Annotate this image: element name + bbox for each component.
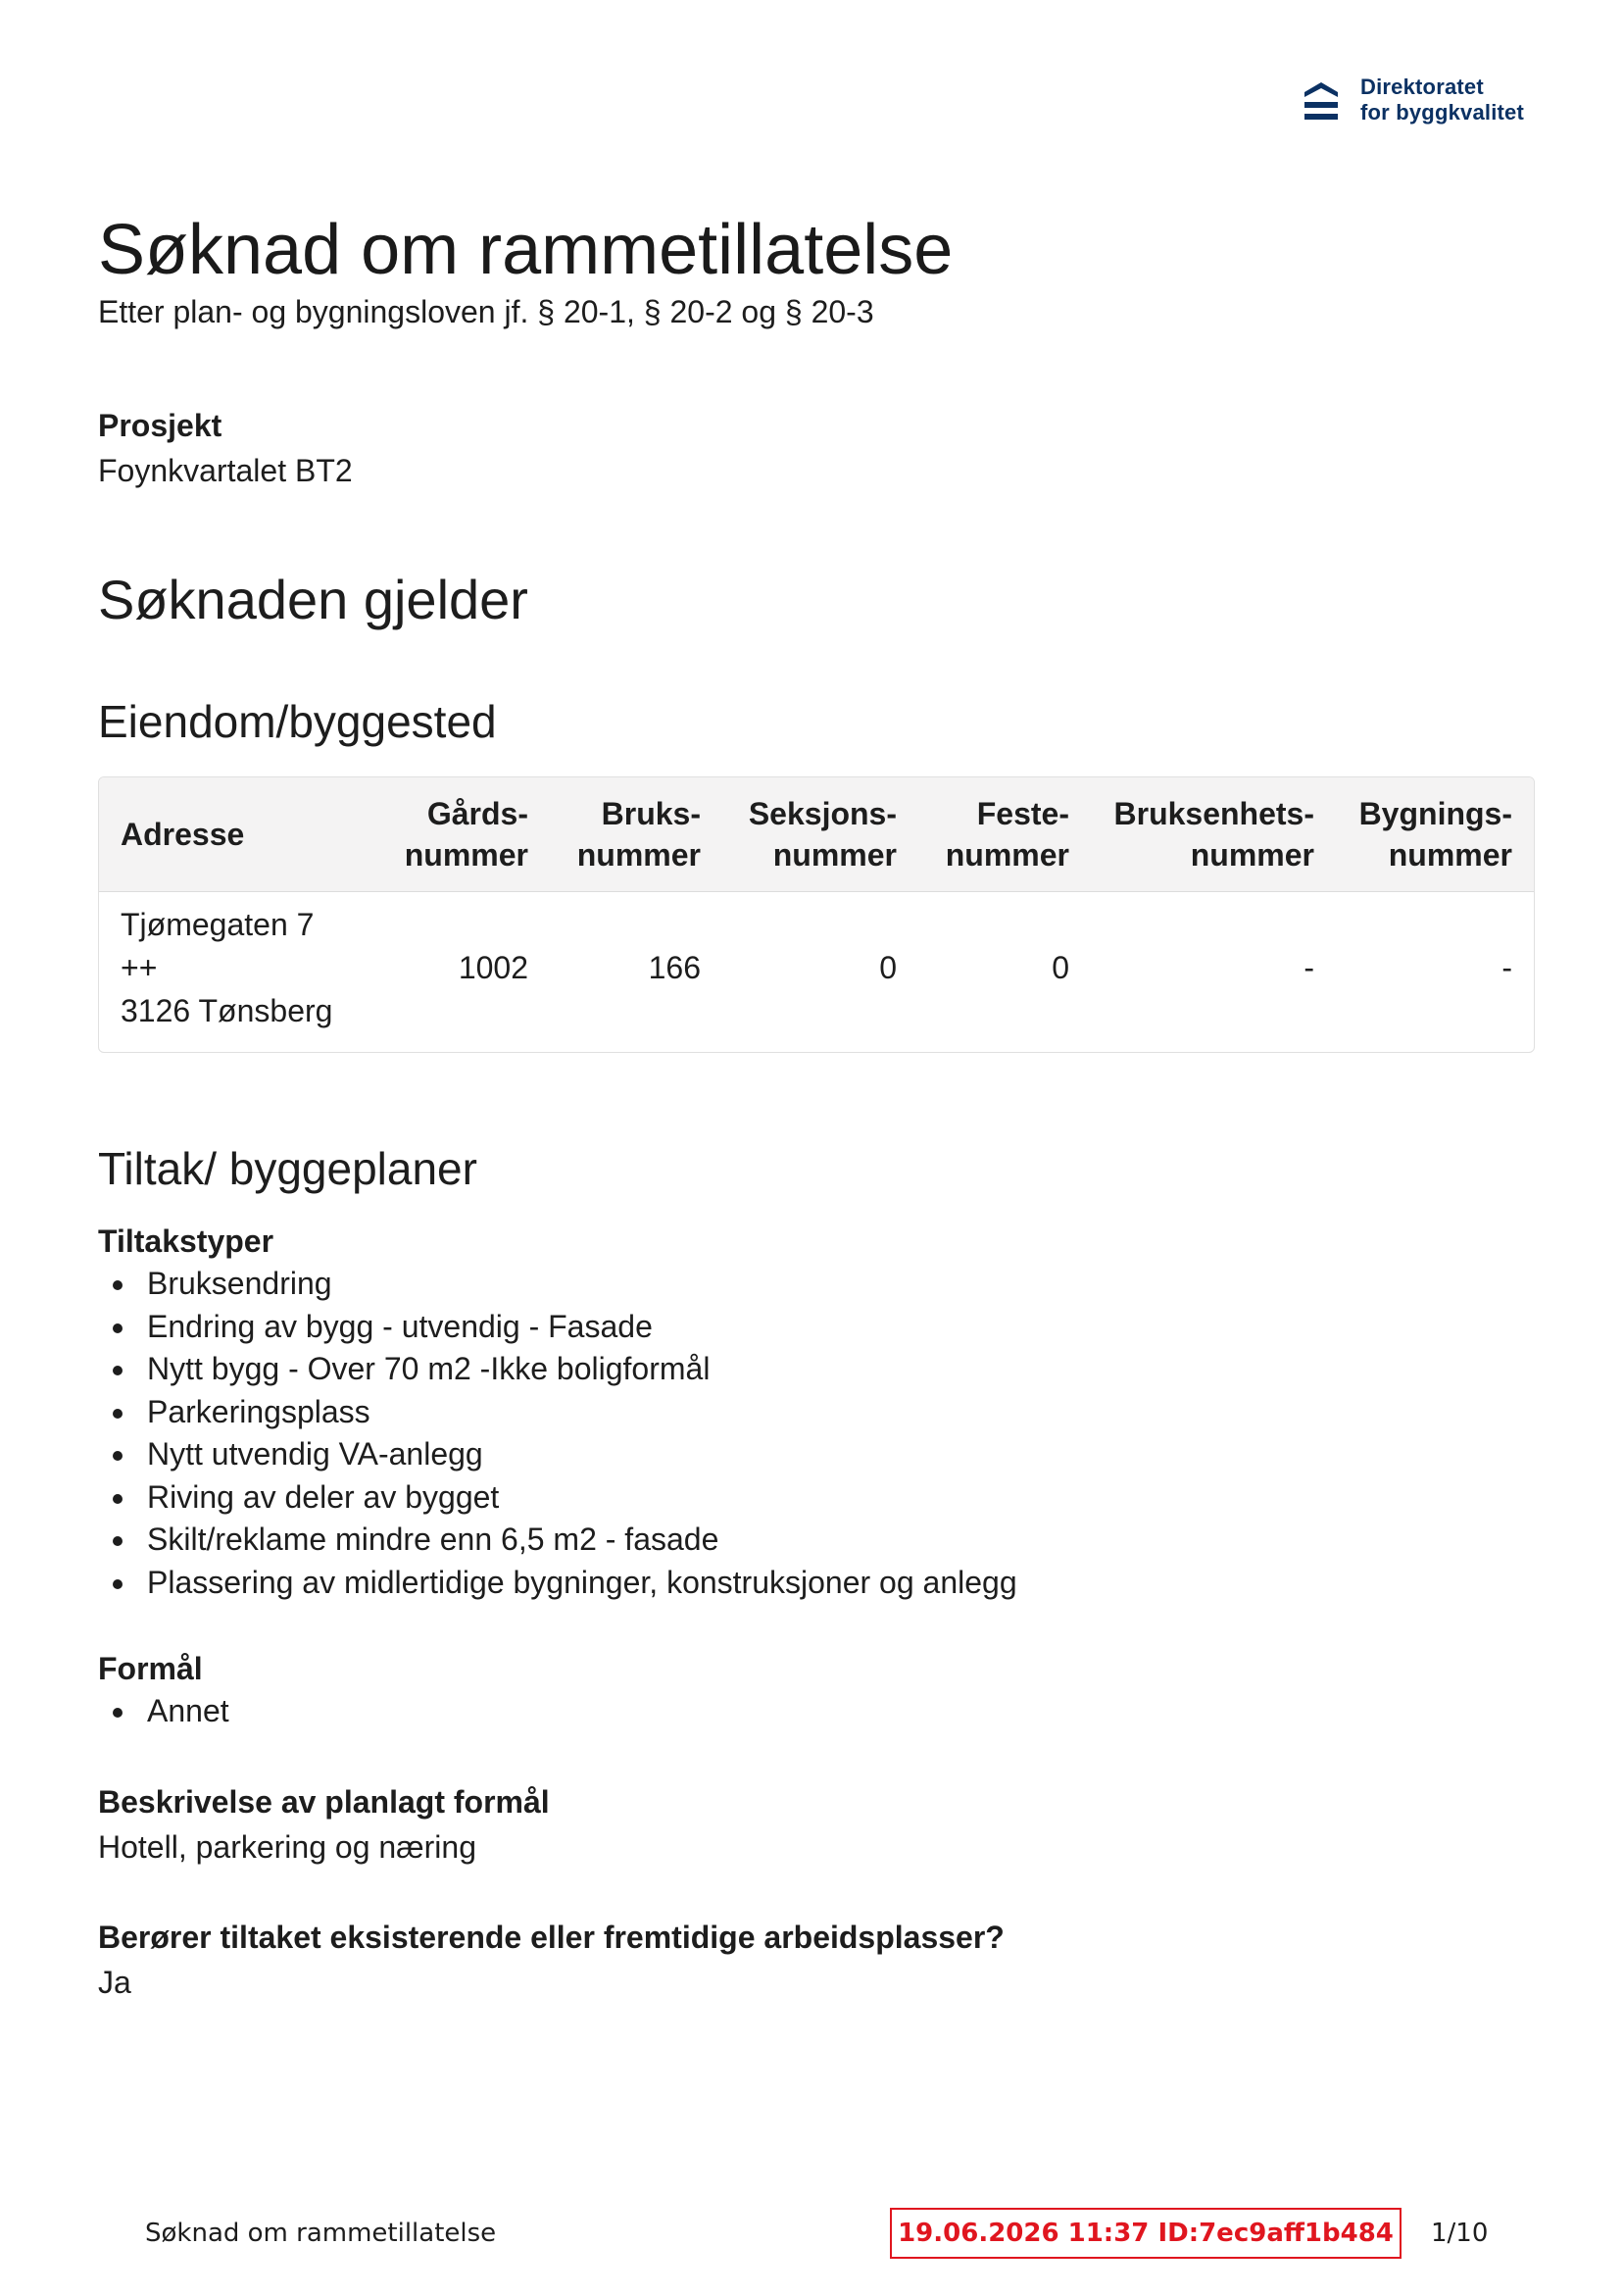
footer-title: Søknad om rammetillatelse xyxy=(145,2219,497,2248)
column-header-bruksenhetsnummer xyxy=(1114,793,1315,875)
property-table xyxy=(98,776,1535,1053)
column-header-text: Bruksenhets- xyxy=(1113,796,1314,831)
cell-bruksnummer: 166 xyxy=(648,950,701,985)
address-line: ++ xyxy=(121,950,158,985)
column-header-text: Adresse xyxy=(121,817,245,852)
column-header-text: nummer xyxy=(576,837,701,873)
column-header-adresse xyxy=(121,814,244,855)
column-header-text: nummer xyxy=(772,837,897,873)
list-item: Nytt bygg - Over 70 m2 -Ikke boligformål xyxy=(98,1348,1017,1391)
column-header-text: nummer xyxy=(1190,837,1314,873)
formal-label: Formål xyxy=(98,1651,203,1686)
workplaces-value: Ja xyxy=(98,1965,131,2000)
logo-line-1: Direktoratet xyxy=(1360,75,1484,99)
column-header-text: nummer xyxy=(404,837,528,873)
list-item: Plassering av midlertidige bygninger, konstruksjoner og anlegg xyxy=(98,1562,1017,1605)
page-number: 1/10 xyxy=(1431,2219,1489,2248)
cell-bruksenhetsnummer: - xyxy=(1303,950,1314,985)
chevron-stack-icon xyxy=(1302,78,1341,124)
cell-seksjonsnummer: 0 xyxy=(879,950,897,985)
list-item: Bruksendring xyxy=(98,1263,1017,1306)
property-heading: Eiendom/byggested xyxy=(98,696,497,747)
column-header-seksjonsnummer xyxy=(749,793,897,875)
column-header-text: Bruks- xyxy=(601,796,701,831)
column-header-text: Seksjons- xyxy=(748,796,897,831)
project-value: Foynkvartalet BT2 xyxy=(98,453,353,488)
cell-address xyxy=(121,903,332,1032)
document-subtitle: Etter plan- og bygningsloven jf. § 20-1, § 20-2 og § 20-3 xyxy=(98,294,874,329)
address-line: 3126 Tønsberg xyxy=(121,993,333,1028)
description-value: Hotell, parkering og næring xyxy=(98,1829,476,1865)
column-header-bruksnummer xyxy=(577,793,701,875)
description-label: Beskrivelse av planlagt formål xyxy=(98,1784,550,1820)
cell-gardsnummer: 1002 xyxy=(458,950,528,985)
project-label: Prosjekt xyxy=(98,408,222,443)
list-item: Skilt/reklame mindre enn 6,5 m2 - fasade xyxy=(98,1519,1017,1562)
document-title: Søknad om rammetillatelse xyxy=(98,211,954,289)
list-item: Annet xyxy=(98,1690,229,1733)
column-header-text: Feste- xyxy=(976,796,1069,831)
timestamp-id-stamp: 19.06.2026 11:37 ID:7ec9aff1b484 xyxy=(890,2208,1402,2259)
list-item: Endring av bygg - utvendig - Fasade xyxy=(98,1306,1017,1349)
logo-text xyxy=(1360,75,1524,125)
column-header-text: nummer xyxy=(945,837,1069,873)
column-header-gardsnummer xyxy=(405,793,528,875)
column-header-bygningsnummer xyxy=(1359,793,1512,875)
cell-festenummer: 0 xyxy=(1052,950,1069,985)
tiltakstyper-label: Tiltakstyper xyxy=(98,1223,274,1259)
workplaces-label: Berører tiltaket eksisterende eller fremtidige arbeidsplasser? xyxy=(98,1920,1005,1955)
list-item: Riving av deler av bygget xyxy=(98,1476,1017,1520)
cell-bygningsnummer: - xyxy=(1501,950,1512,985)
column-header-text: Gårds- xyxy=(426,796,528,831)
column-header-festenummer xyxy=(946,793,1069,875)
list-item: Parkeringsplass xyxy=(98,1391,1017,1434)
formal-list xyxy=(98,1690,229,1733)
column-header-text: nummer xyxy=(1388,837,1512,873)
dibk-logo xyxy=(1302,75,1547,129)
logo-line-2: for byggkvalitet xyxy=(1360,100,1525,125)
list-item: Nytt utvendig VA-anlegg xyxy=(98,1433,1017,1476)
tiltak-heading: Tiltak/ byggeplaner xyxy=(98,1143,477,1194)
section-heading: Søknaden gjelder xyxy=(98,569,528,630)
tiltakstyper-list xyxy=(98,1263,1017,1604)
property-table-header xyxy=(99,777,1534,892)
address-line: Tjømegaten 7 xyxy=(121,907,315,942)
column-header-text: Bygnings- xyxy=(1358,796,1512,831)
